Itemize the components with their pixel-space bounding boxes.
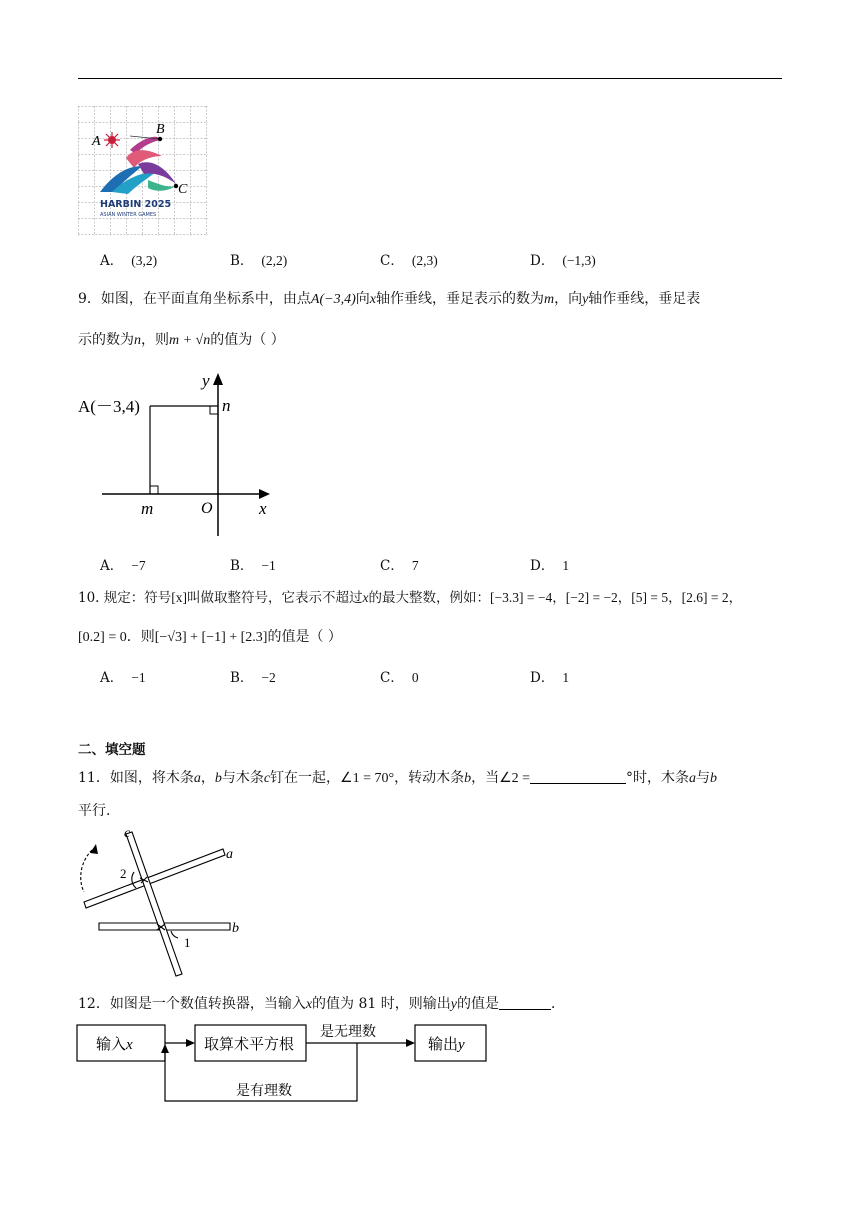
label-b: B [156, 122, 165, 137]
logo-text-main: HARBIN 2025 [100, 199, 172, 210]
q12-line: 12．如图是一个数值转换器，当输入x的值为 81 时，则输出y的值是 ． [78, 996, 565, 1012]
label-angle-1: 1 [184, 935, 191, 950]
label-a: a [226, 847, 233, 862]
q12-answer-blank[interactable] [499, 995, 551, 1010]
irrational-label: 是无理数 [320, 1024, 376, 1040]
q12-flowchart [76, 1018, 496, 1106]
label-o: O [201, 500, 213, 517]
q10-option-c[interactable]: C． 0 [380, 670, 419, 686]
q8-option-b[interactable]: B． (2,2) [230, 253, 288, 269]
section-title: 二、填空题 [78, 742, 146, 758]
q11-line-2: 平行． [78, 803, 120, 819]
label-n: n [222, 396, 231, 415]
label-m: m [141, 499, 154, 518]
q9-option-c[interactable]: C． 7 [380, 558, 419, 574]
q10-option-b[interactable]: B． −2 [230, 670, 276, 686]
q9-option-b[interactable]: B． −1 [230, 558, 276, 574]
y-axis-arrow-icon [213, 373, 223, 385]
logo-text-sub: ASIAN WINTER GAMES [100, 212, 157, 218]
stick-c [126, 832, 182, 976]
q8-logo-figure [78, 106, 210, 236]
input-text: 输入x [96, 1035, 133, 1053]
q8-option-d[interactable]: D． (−1,3) [530, 253, 596, 269]
output-text: 输出y [428, 1035, 465, 1053]
q9-line-1: 9．如图，在平面直角坐标系中，由点A(−3,4)向x轴作垂线，垂足表示的数为m，向y轴作垂线，垂足表 [78, 291, 701, 307]
angle-1-arc [171, 931, 178, 938]
q10-line-2: [0.2] = 0．则[−√3] + [−1] + [2.3]的值是（ ） [78, 629, 342, 645]
header-rule [78, 78, 782, 79]
q10-option-a[interactable]: A． −1 [100, 670, 146, 686]
label-b: b [232, 921, 239, 936]
rotation-arrow-icon [81, 850, 92, 892]
right-angle-m [150, 486, 158, 494]
q11-sticks-figure [78, 826, 258, 982]
q11-answer-blank[interactable] [530, 769, 626, 784]
right-angle-n [210, 406, 218, 414]
x-axis-arrow-icon [259, 489, 270, 499]
q10-option-d[interactable]: D． 1 [530, 670, 570, 686]
label-point-a: A(－3,4) [78, 397, 140, 416]
q8-option-a[interactable]: A． (3,2) [100, 253, 158, 269]
arrowhead-process-icon [186, 1039, 195, 1047]
label-y: y [202, 371, 210, 390]
q9-coordinate-figure [78, 368, 278, 540]
process-text: 取算术平方根 [204, 1035, 295, 1053]
rational-label: 是有理数 [236, 1083, 292, 1099]
q9-line-2: 示的数为n，则m + √n的值为（ ） [78, 332, 285, 348]
q9-option-a[interactable]: A． −7 [100, 558, 146, 574]
arrowhead-output-icon [406, 1039, 415, 1047]
q11-line-1: 11．如图，将木条a，b与木条c钉在一起，∠1 = 70°，转动木条b，当∠2 = °时，木条a与b [78, 770, 718, 786]
point-b [158, 137, 162, 141]
label-angle-2: 2 [120, 866, 127, 881]
q8-option-c[interactable]: C． (2,3) [380, 253, 438, 269]
label-a: A [92, 134, 101, 149]
label-c: c [124, 826, 131, 841]
rotation-arrowhead-icon [90, 844, 98, 854]
label-x: x [259, 499, 267, 518]
q10-line-1: 10. 规定：符号[x]叫做取整符号，它表示不超过x的最大整数，例如：[−3.3] = −4，[−2] = −2，[5] = 5，[2.6] = 2， [78, 590, 743, 606]
q9-option-d[interactable]: D． 1 [530, 558, 570, 574]
logo-sun-icon [104, 132, 120, 148]
label-c: C [178, 182, 188, 197]
